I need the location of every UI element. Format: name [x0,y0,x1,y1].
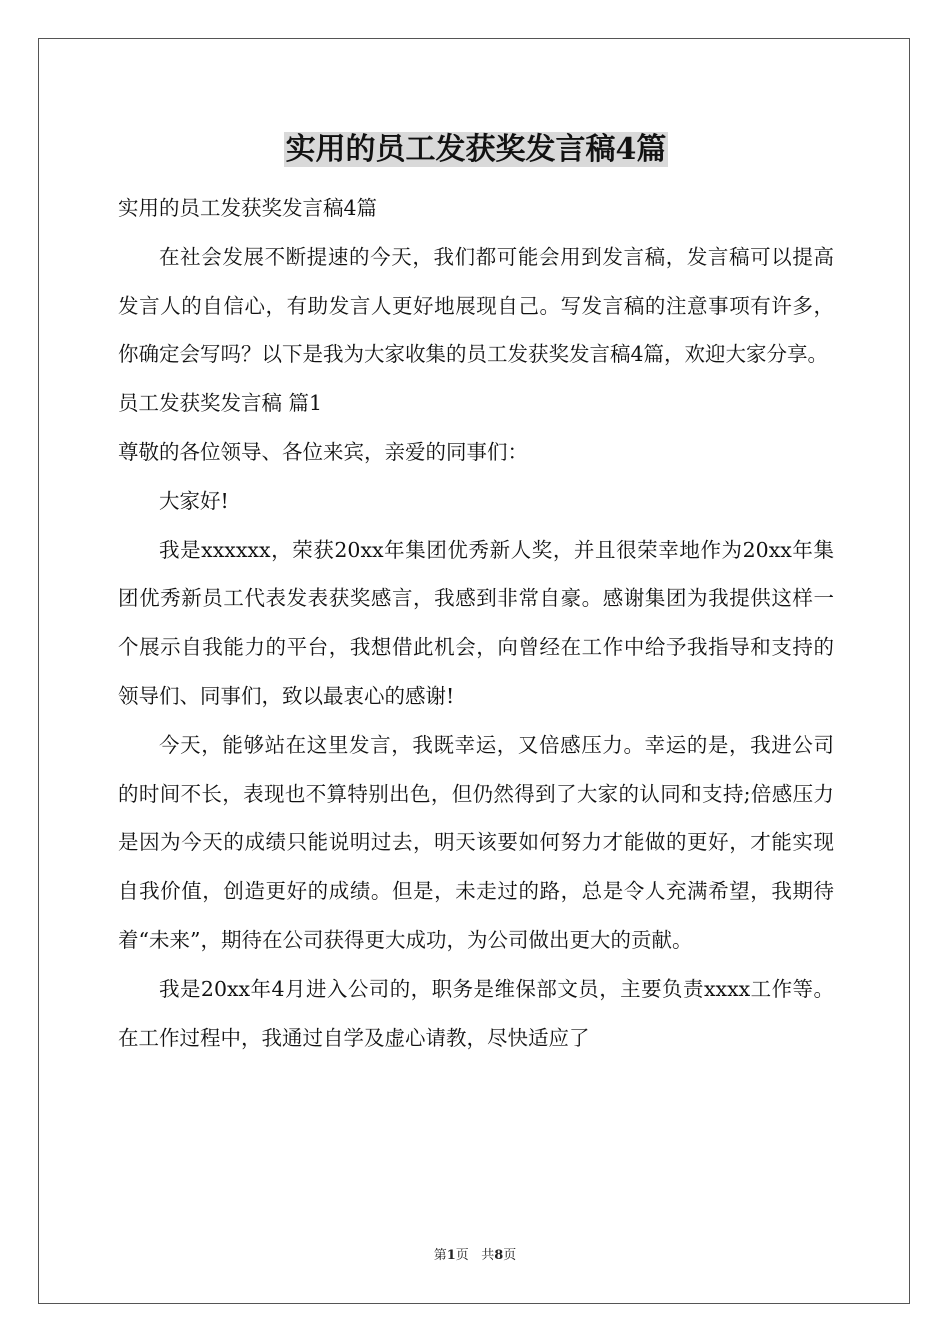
footer-prefix: 第 [433,1248,447,1263]
current-page-number: 1 [446,1248,456,1263]
greeting: 大家好! [159,488,229,513]
document-title [118,122,834,178]
salutation: 尊敬的各位领导、各位来宾，亲爱的同事们： [118,439,528,464]
paragraph: 我是xxxxxx，荣获20xx年集团优秀新人奖，并且很荣幸地作为20xx年集团优秀新员工代表发表获奖感言，我感到非常自豪。感谢集团为我提供这样一个展示自我能力的平台，我想借此机会，向曾经在工作中给予我指导和支持的领导们、同事们，致以最衷心的感谢! [118,537,834,708]
document-subtitle: 实用的员工发获奖发言稿4篇 [118,196,378,220]
document-body [118,122,834,1062]
footer-total-unit: 页 [503,1248,517,1263]
paragraph-list [118,233,834,1063]
document-title-text: 实用的员工发获奖发言稿4篇 [285,132,667,167]
total-page-number: 8 [494,1248,504,1263]
paragraph: 在社会发展不断提速的今天，我们都可能会用到发言稿，发言稿可以提高发言人的自信心，有助发言人更好地展现自己。写发言稿的注意事项有许多，你确定会写吗？以下是我为大家收集的员工发获奖发言稿4篇，欢迎大家分享。 [118,244,834,367]
section-heading: 员工发获奖发言稿 篇1 [118,391,323,416]
page-footer [0,1244,950,1263]
footer-page-unit: 页 [455,1248,469,1263]
footer-total-prefix: 共 [481,1248,495,1263]
paragraph: 我是20xx年4月进入公司的，职务是维保部文员，主要负责xxxx工作等。在工作过程中，我通过自学及虚心请教，尽快适应了 [118,976,834,1050]
paragraph: 今天，能够站在这里发言，我既幸运，又倍感压力。幸运的是，我进公司的时间不长，表现也不算特别出色，但仍然得到了大家的认同和支持;倍感压力是因为今天的成绩只能说明过去，明天该要如何努力才能做的更好，才能实现自我价值，创造更好的成绩。但是，未走过的路，总是令人充满希望，我期待着“未来”，期待在公司获得更大成功，为公司做出更大的贡献。 [118,732,834,952]
